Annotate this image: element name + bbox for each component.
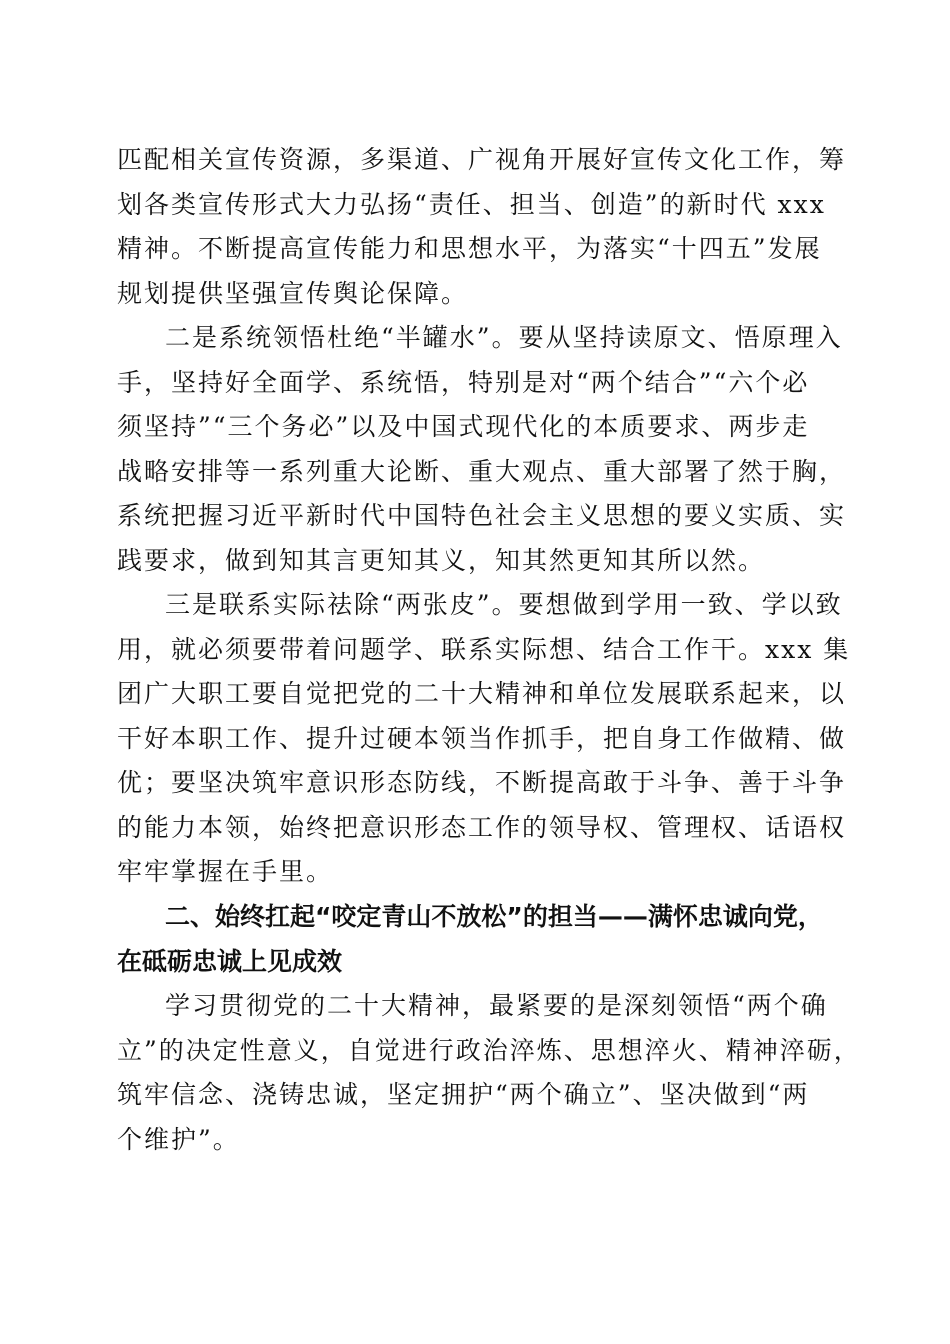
text-line: 匹配相关宣传资源，多渠道、广视角开展好宣传文化工作，筹 [117,145,847,174]
text-line: 的能力本领，始终把意识形态工作的领导权、管理权、话语权 [117,812,847,842]
text-line: 战略安排等一系列重大论断、重大观点、重大部署了然于胸， [117,456,847,486]
text-line: 践要求，做到知其言更知其义，知其然更知其所以然。 [117,545,766,575]
text-line: 三是联系实际祛除“两张皮”。要想做到学用一致、学以致 [165,590,843,619]
text-line: 学习贯彻党的二十大精神，最紧要的是深刻领悟“两个确 [165,991,828,1020]
text-line: 须坚持”“三个务必”以及中国式现代化的本质要求、两步走 [117,412,810,441]
text-line: 个维护”。 [117,1124,240,1154]
paragraph-continuation [117,138,847,316]
paragraph-system-study [117,316,847,583]
heading-line: 在砥砺忠诚上见成效 [117,946,343,976]
text-line: 二是系统领悟杜绝“半罐水”。要从坚持读原文、悟原理入 [165,323,843,352]
text-line: 团广大职工要自觉把党的二十大精神和单位发展联系起来，以 [117,679,847,708]
text-line: 系统把握习近平新时代中国特色社会主义思想的要义实质、实 [117,501,847,530]
heading-line: 二、始终扛起“咬定青山不放松”的担当——满怀忠诚向党， [165,902,823,931]
paragraph-practice [117,583,851,895]
text-line: 筑牢信念、浇铸忠诚，坚定拥护“两个确立”、坚决做到“两 [117,1080,810,1109]
text-line: 划各类宣传形式大力弘扬“责任、担当、创造”的新时代 xxx [117,189,826,219]
section-heading [117,895,832,984]
text-line: 精神。不断提高宣传能力和思想水平，为落实“十四五”发展 [117,234,822,263]
text-line: 干好本职工作、提升过硬本领当作抓手，把自身工作做精、做 [117,723,847,753]
text-line: 手，坚持好全面学、系统悟，特别是对“两个结合”“六个必 [117,367,810,397]
text-line: 立”的决定性意义，自觉进行政治淬炼、思想淬火、精神淬砺， [117,1035,861,1065]
text-line: 优；要坚决筑牢意识形态防线，不断提高敢于斗争、善于斗争 [117,768,847,797]
text-line: 牢牢掌握在手里。 [117,857,334,886]
paragraph-loyalty [117,984,861,1162]
text-line: 规划提供坚强宣传舆论保障。 [117,278,469,308]
text-line: 用，就必须要带着问题学、联系实际想、结合工作干。xxx 集 [117,634,851,664]
